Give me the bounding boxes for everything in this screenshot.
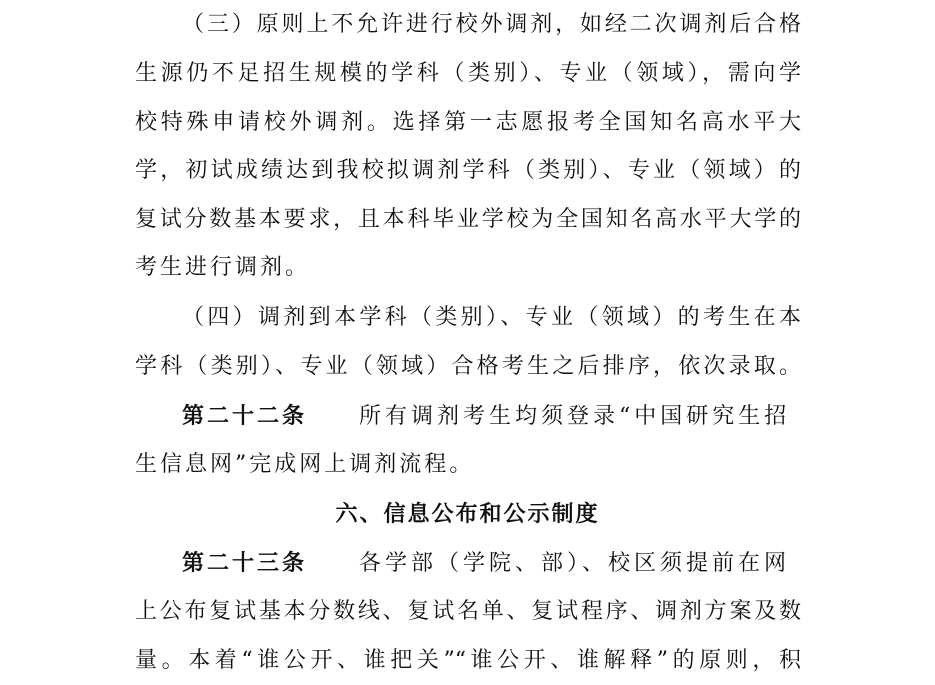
- article-22-line: [182, 401, 801, 431]
- article-23-line: [182, 548, 801, 578]
- paragraph-line: 考生进行调剂。: [135, 255, 311, 280]
- paragraph-line: 生信息网”完成网上调剂流程。: [135, 452, 475, 477]
- paragraph-line: （四）调剂到本学科（类别）、专业（领域）的考生在本: [182, 305, 801, 330]
- paragraph-line: （三）原则上不允许进行校外调剂，如经二次调剂后合格: [182, 12, 801, 37]
- section-heading: 六、信息公布和公示制度: [335, 501, 600, 527]
- article-label: 第二十三条: [182, 550, 308, 576]
- article-text: 各学部（学院、部）、校区须提前在网: [359, 551, 791, 576]
- paragraph-line: 复试分数基本要求，且本科毕业学校为全国知名高水平大学的: [135, 207, 801, 232]
- paragraph-line: 学科（类别）、专业（领域）合格考生之后排序，依次录取。: [135, 354, 801, 379]
- paragraph-line: 量。本着“谁公开、谁把关”“谁公开、谁解释”的原则，积: [135, 648, 801, 673]
- article-label: 第二十二条: [182, 403, 308, 429]
- article-text: 所有调剂考生均须登录“中国研究生招: [359, 404, 791, 429]
- paragraph-line: 学，初试成绩达到我校拟调剂学科（类别）、专业（领域）的: [135, 158, 801, 183]
- paragraph-line: 上公布复试基本分数线、复试名单、复试程序、调剂方案及数: [135, 599, 801, 624]
- paragraph-line: 校特殊申请校外调剂。选择第一志愿报考全国知名高水平大: [135, 110, 801, 135]
- paragraph-line: 生源仍不足招生规模的学科（类别）、专业（领域），需向学: [135, 61, 801, 86]
